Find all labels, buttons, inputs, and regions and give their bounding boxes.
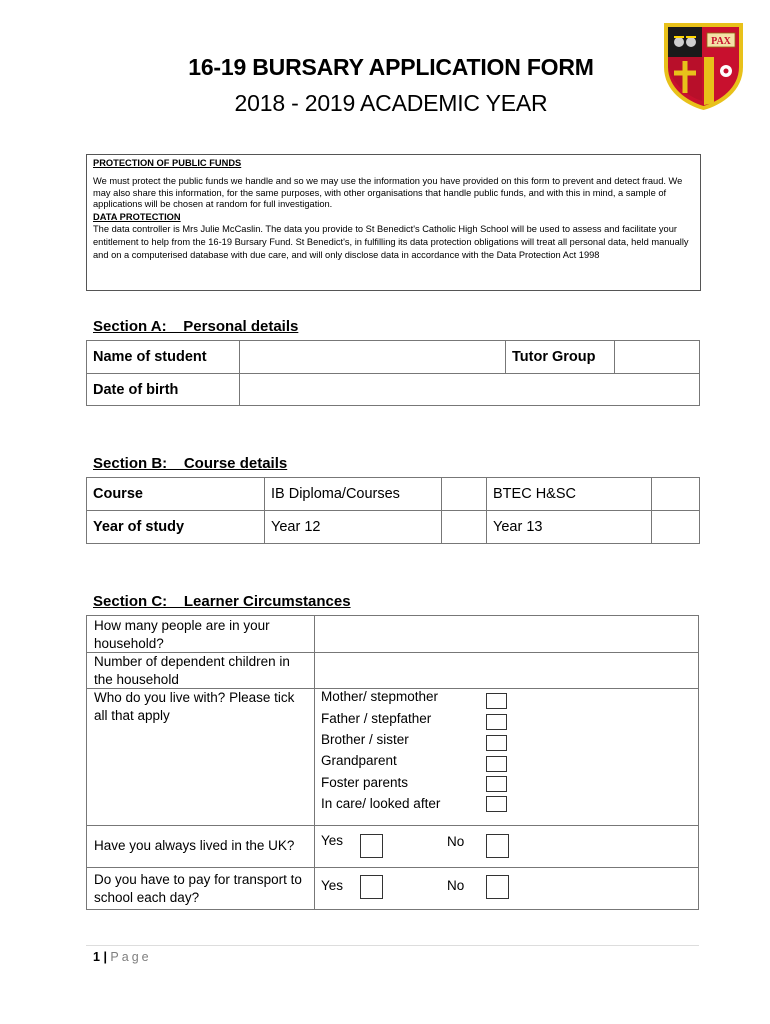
live-with-option-mother: Mother/ stepmother [321,689,439,704]
foster-parents-checkbox[interactable] [486,776,507,792]
transport-no-label: No [447,878,465,893]
data-protection-body: The data controller is Mrs Julie McCaslin. The data you provide to St Benedict's Catholic High School will be used to assess and facilitate your entitlement to help from the 16-19 Bursary Fund. St Benedict's, in fulfilling its data protection obligations will treat all personal data, held manually and on a computerised database with due care, and will only disclose data in accordance with the Data Protection Act 1998 [93,224,689,261]
tutor-group-label: Tutor Group [506,341,615,374]
live-with-option-sibling: Brother / sister [321,732,409,747]
course-details-table [86,477,700,544]
row-divider [87,825,698,826]
row-divider [87,867,698,868]
course-btec-tick-cell[interactable] [652,478,700,511]
year-12-tick-cell[interactable] [442,511,487,544]
page-footer [93,950,152,964]
name-of-student-field[interactable] [240,341,506,374]
date-of-birth-field[interactable] [240,374,700,406]
mother-checkbox[interactable] [486,693,507,709]
sibling-checkbox[interactable] [486,735,507,751]
uk-yes-label: Yes [321,833,344,848]
transport-yes-label: Yes [321,878,344,893]
uk-no-label: No [447,834,465,849]
name-of-student-label: Name of student [87,341,240,374]
data-protection-heading: DATA PROTECTION [93,212,181,223]
footer-separator: | [103,950,107,964]
father-checkbox[interactable] [486,714,507,730]
protection-notice [86,154,701,291]
year-option-13: Year 13 [487,511,652,544]
section-b-title: Section B: Course details [93,455,288,472]
year-option-12: Year 12 [265,511,442,544]
live-with-option-father: Father / stepfather [321,711,432,726]
transport-no-checkbox[interactable] [486,875,509,899]
form-subtitle: 2018 - 2019 ACADEMIC YEAR [234,90,548,116]
tutor-group-field[interactable] [615,341,700,374]
uk-no-checkbox[interactable] [486,834,509,858]
uk-yes-checkbox[interactable] [360,834,383,858]
transport-yes-checkbox[interactable] [360,875,383,899]
household-size-question: How many people are in your household? [94,618,270,651]
grandparent-checkbox[interactable] [486,756,507,772]
live-with-option-in-care: In care/ looked after [321,796,441,811]
household-size-field[interactable] [315,616,698,652]
lived-in-uk-question: Have you always lived in the UK? [94,838,295,853]
live-with-option-grandparent: Grandparent [321,753,397,768]
dependent-children-field[interactable] [315,653,698,688]
page-word: Page [110,950,152,964]
footer-divider [86,945,699,946]
personal-details-table [86,340,700,406]
section-a-title: Section A: Personal details [93,318,299,335]
in-care-checkbox[interactable] [486,796,507,812]
learner-circumstances-table [86,615,699,910]
protection-heading: PROTECTION OF PUBLIC FUNDS [93,158,242,168]
page-number: 1 [93,950,100,964]
course-option-ib-diploma: IB Diploma/Courses [265,478,442,511]
form-title: 16-19 BURSARY APPLICATION FORM [188,54,594,80]
year-of-study-label: Year of study [87,511,265,544]
protection-body: We must protect the public funds we handle and so we may use the information you have provided on this form to prevent and detect fraud. We may also share this information, for the same purposes, with other organisations that handle public funds, and with this in mind, a sample of applications will be chosen at random for full investigation. [93,176,683,209]
course-option-btec: BTEC H&SC [487,478,652,511]
dependent-children-question: Number of dependent children in the household [94,654,290,687]
svg-text:PAX: PAX [711,36,731,47]
course-ib-tick-cell[interactable] [442,478,487,511]
live-with-option-foster: Foster parents [321,775,409,790]
section-c-title: Section C: Learner Circumstances [93,593,351,610]
live-with-question: Who do you live with? Please tick all that apply [94,690,295,723]
transport-question: Do you have to pay for transport to school each day? [94,872,302,905]
year-13-tick-cell[interactable] [652,511,700,544]
date-of-birth-label: Date of birth [87,374,240,406]
course-label: Course [87,478,265,511]
